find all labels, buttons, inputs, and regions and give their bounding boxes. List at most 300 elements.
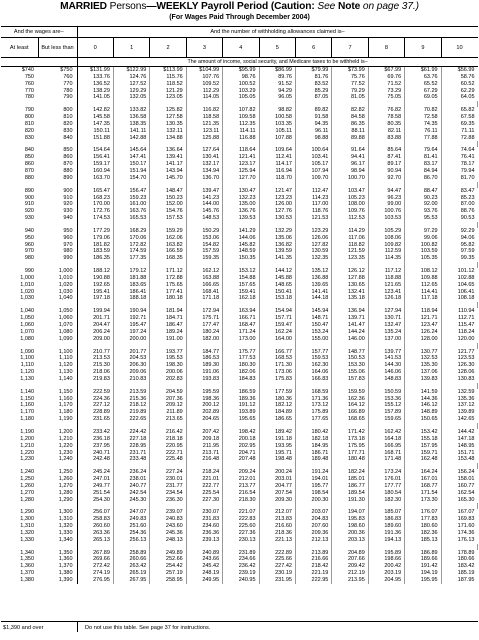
withholding-cell: 189.24: [150, 329, 186, 336]
withholding-cell: 195.95: [405, 577, 441, 584]
withholding-cell: 143.94: [150, 168, 186, 175]
withholding-cell: 180.48: [332, 456, 368, 463]
withholding-cell: 150.47: [295, 322, 331, 329]
withholding-cell: 184.71: [150, 315, 186, 322]
withholding-cell: 184.95: [295, 443, 331, 450]
withholding-cell: 148.89: [405, 409, 441, 416]
withholding-cell: 137.06: [405, 369, 441, 376]
withholding-cell: 207.66: [332, 556, 368, 563]
withholding-cell: 258.83: [77, 516, 113, 523]
withholding-cell: 148.65: [259, 282, 295, 289]
withholding-cell: $56.99: [457, 67, 475, 73]
wage-less-than: $750: [38, 67, 77, 74]
wage-at-least: 970: [24, 248, 34, 255]
withholding-cell: 132.53: [405, 355, 441, 362]
wage-less-than: 1,320: [38, 523, 77, 530]
table-row: [1, 509, 478, 516]
wage-at-least: 1,170: [20, 409, 34, 416]
withholding-cell: 135.24: [368, 329, 404, 336]
withholding-cell: 163.82: [150, 242, 186, 249]
withholding-cell: 133.82: [113, 107, 149, 114]
wage-at-least: 1,210: [20, 442, 34, 449]
withholding-cell: 213.89: [295, 550, 331, 557]
table-row: [1, 289, 478, 296]
withholding-cell: 136.94: [332, 308, 368, 315]
wage-at-least: 920: [24, 208, 34, 215]
withholding-cell: 251.60: [113, 523, 149, 530]
withholding-cell: 156.24: [457, 469, 475, 476]
withholding-cell: 151.88: [77, 135, 113, 142]
withholding-cell: 181.82: [77, 242, 113, 249]
withholding-cell: 251.54: [77, 490, 113, 497]
title-note: Note: [337, 1, 361, 12]
withholding-cell: 173.24: [368, 469, 404, 476]
withholding-cell: 154.88: [223, 275, 259, 282]
withholding-cell: 186.89: [405, 550, 441, 557]
title-married: MARRIED: [60, 1, 107, 12]
withholding-cell: 87.00: [460, 201, 475, 208]
wage-less-than: 1,290: [38, 497, 77, 504]
withholding-cell: 242.48: [77, 456, 113, 463]
wage-at-least: 1,120: [20, 369, 34, 376]
withholding-cell: 136.76: [223, 208, 259, 215]
wage-less-than: 1,280: [38, 490, 77, 497]
wage-at-least: 1,310: [20, 523, 34, 530]
withholding-cell: 257.19: [150, 570, 186, 577]
withholding-cell: 194.01: [295, 476, 331, 483]
withholding-cell: 191.36: [368, 530, 404, 537]
withholding-cell: 118.82: [332, 242, 368, 249]
withholding-cell: 135.12: [295, 268, 331, 275]
withholding-cell: 150.11: [77, 128, 113, 135]
wage-less-than: 1,330: [38, 530, 77, 537]
withholding-cell: 209.24: [223, 469, 259, 476]
withholding-cell: 146.00: [332, 336, 368, 343]
withholding-cell: 206.30: [113, 362, 149, 369]
withholding-cell: 216.42: [150, 429, 186, 436]
withholding-cell: 247.01: [77, 476, 113, 483]
withholding-cell: 174.53: [77, 215, 113, 222]
withholding-cell: 177.83: [405, 516, 441, 523]
withholding-cell: 98.88: [295, 135, 331, 142]
withholding-cell: 180.42: [295, 429, 331, 436]
wage-at-least: 1,380: [20, 577, 34, 583]
withholding-cell: 81.05: [332, 94, 368, 101]
withholding-cell: 141.47: [332, 322, 368, 329]
withholding-cell: 145.70: [150, 175, 186, 182]
withholding-cell: 168.35: [150, 255, 186, 262]
withholding-cell: 77.88: [405, 135, 441, 142]
withholding-cell: 108.12: [405, 268, 441, 275]
withholding-cell: 115.76: [150, 74, 186, 81]
withholding-cell: 186.59: [223, 389, 259, 396]
withholding-cell: 203.07: [295, 509, 331, 516]
wage-less-than: 1,390: [38, 577, 77, 584]
withholding-cell: 215.36: [113, 396, 149, 403]
withholding-cell: 157.77: [295, 349, 331, 356]
withholding-cell: 76.11: [405, 128, 441, 135]
table-row: [1, 376, 478, 383]
withholding-cell: 249.83: [113, 516, 149, 523]
withholding-cell: 213.95: [332, 577, 368, 584]
withholding-cell: 80.35: [368, 121, 404, 128]
withholding-cell: 213.59: [113, 389, 149, 396]
withholding-cell: 164.12: [332, 402, 368, 409]
withholding-cell: 219.83: [77, 376, 113, 383]
withholding-cell: 150.29: [186, 228, 222, 235]
withholding-cell: 130.35: [150, 121, 186, 128]
wage-less-than: 950: [38, 228, 77, 235]
withholding-cell: 200.36: [332, 530, 368, 537]
wage-less-than: 840: [38, 135, 77, 142]
withholding-cell: 121.77: [457, 348, 475, 355]
withholding-cell: 130.59: [295, 248, 331, 255]
withholding-cell: 153.18: [259, 295, 295, 302]
withholding-cell: 179.12: [113, 268, 149, 275]
withholding-cell: 254.42: [150, 563, 186, 570]
withholding-cell: 100.58: [259, 114, 295, 121]
withholding-cell: 171.54: [405, 490, 441, 497]
withholding-cell: 245.36: [150, 530, 186, 537]
withholding-cell: 98.94: [332, 168, 368, 175]
table-row: [1, 248, 478, 255]
withholding-cell: 177.47: [186, 322, 222, 329]
withholding-cell: 118.52: [150, 81, 186, 88]
withholding-cell: 69.76: [368, 74, 404, 81]
withholding-cell: 201.71: [77, 315, 113, 322]
withholding-cell: 76.41: [460, 154, 475, 161]
withholding-cell: 162.12: [186, 268, 222, 275]
row-block: [1, 308, 478, 342]
withholding-cell: 118.64: [223, 147, 259, 154]
withholding-cell: 267.89: [77, 550, 113, 557]
title-persons: Persons: [106, 1, 147, 12]
withholding-cell: 87.41: [368, 154, 404, 161]
wage-at-least: 1,090: [20, 348, 34, 355]
table-row: [1, 456, 478, 463]
withholding-cell: 88.11: [332, 128, 368, 135]
wage-at-least: 1,230: [20, 456, 34, 463]
wage-less-than: 1,240: [38, 456, 77, 463]
withholding-cell: 94.47: [368, 188, 404, 195]
page-title: [0, 1, 479, 12]
withholding-cell: 145.82: [223, 242, 259, 249]
withholding-cell: 125.88: [186, 135, 222, 142]
withholding-cell: 154.70: [113, 175, 149, 182]
withholding-cell: 155.18: [405, 436, 441, 443]
withholding-cell: 156.47: [113, 188, 149, 195]
allowances-header: And the number of withholding allowances claimed is–: [77, 27, 477, 38]
withholding-cell: 168.65: [332, 416, 368, 423]
withholding-cell: 121.35: [186, 121, 222, 128]
withholding-cell: 126.00: [259, 201, 295, 208]
withholding-cell: 160.94: [77, 168, 113, 175]
withholding-cell: 227.24: [150, 469, 186, 476]
withholding-cell: 77.52: [332, 81, 368, 88]
withholding-cell: 204.47: [77, 322, 113, 329]
withholding-cell: 87.05: [295, 94, 331, 101]
withholding-cell: 132.05: [113, 94, 149, 101]
withholding-cell: 195.89: [368, 550, 404, 557]
withholding-cell: 108.06: [368, 235, 404, 242]
withholding-cell: 248.19: [186, 570, 222, 577]
withholding-cell: 258.95: [150, 577, 186, 584]
withholding-cell: 168.53: [259, 355, 295, 362]
withholding-cell: 109.76: [332, 208, 368, 215]
withholding-cell: 103.53: [368, 215, 404, 222]
withholding-cell: 126.06: [295, 235, 331, 242]
withholding-cell: 172.94: [186, 308, 222, 315]
withholding-cell: 204.95: [368, 577, 404, 584]
table-row: [1, 235, 478, 242]
withholding-cell: 139.89: [457, 409, 475, 416]
withholding-cell: 100.52: [223, 81, 259, 88]
withholding-cell: 135.06: [259, 235, 295, 242]
table-row: [1, 154, 478, 161]
withholding-cell: 112.65: [405, 282, 441, 289]
table-row: [1, 175, 478, 182]
allowance-col-0: 0: [77, 38, 113, 58]
table-row: [1, 215, 478, 222]
table-row: [1, 402, 478, 409]
withholding-cell: 105.29: [368, 228, 404, 235]
withholding-cell: 225.66: [259, 556, 295, 563]
withholding-cell: 207.36: [150, 396, 186, 403]
withholding-cell: 121.53: [295, 215, 331, 222]
wage-less-than: 970: [38, 242, 77, 249]
withholding-cell: 107.76: [186, 74, 222, 81]
withholding-cell: 125.82: [150, 107, 186, 114]
withholding-cell: 112.47: [295, 188, 331, 195]
withholding-cell: 210.83: [113, 376, 149, 383]
table-row: [1, 308, 478, 315]
table-row: [1, 516, 478, 523]
withholding-cell: 148.53: [186, 215, 222, 222]
footer-note: Do not use this table. See page 37 for instructions.: [85, 625, 211, 631]
allowance-col-7: 7: [332, 38, 368, 58]
withholding-cell: 169.83: [457, 516, 475, 523]
withholding-cell: 82.82: [332, 107, 368, 114]
withholding-cell: 144.42: [457, 428, 475, 435]
withholding-cell: 150.65: [405, 416, 441, 423]
withholding-cell: 103.35: [259, 121, 295, 128]
withholding-cell: 91.58: [295, 114, 331, 121]
table-row: [1, 81, 478, 88]
withholding-cell: 130.65: [332, 282, 368, 289]
table-row: [1, 88, 478, 95]
withholding-cell: 189.48: [295, 456, 331, 463]
wage-less-than: 1,210: [38, 436, 77, 443]
row-block: [1, 147, 478, 181]
withholding-cell: 137.00: [368, 336, 404, 343]
withholding-cell: 182.24: [332, 469, 368, 476]
withholding-cell: 228.95: [113, 443, 149, 450]
withholding-cell: 209.42: [332, 563, 368, 570]
withholding-cell: 197.18: [77, 295, 113, 302]
withholding-cell: 170.00: [77, 201, 113, 208]
withholding-cell: 249.95: [186, 577, 222, 584]
withholding-cell: 139.77: [368, 349, 404, 356]
withholding-cell: 222.89: [259, 550, 295, 557]
wage-at-least: 1,040: [20, 308, 34, 315]
withholding-cell: 220.95: [150, 443, 186, 450]
withholding-cell: 231.95: [259, 577, 295, 584]
table-row: [1, 556, 478, 563]
withholding-cell: 132.29: [259, 228, 295, 235]
withholding-cell: 203.13: [332, 537, 368, 544]
withholding-cell: 175.83: [259, 376, 295, 383]
withholding-cell: 168.47: [223, 322, 259, 329]
withholding-cell: 213.77: [223, 483, 259, 490]
withholding-cell: 236.18: [77, 436, 113, 443]
withholding-cell: 276.95: [77, 577, 113, 584]
withholding-cell: 191.00: [150, 336, 186, 343]
withholding-cell: 177.29: [77, 228, 113, 235]
wage-at-least: 1,100: [20, 355, 34, 362]
withholding-cell: 245.30: [113, 497, 149, 504]
withholding-cell: $67.99: [368, 67, 404, 74]
withholding-cell: 186.77: [332, 483, 368, 490]
withholding-cell: 90.23: [405, 195, 441, 202]
wage-less-than: 1,190: [38, 416, 77, 423]
withholding-cell: 144.06: [223, 235, 259, 242]
title-page-ref: on page 37.): [360, 1, 419, 12]
withholding-cell: 58.76: [460, 73, 475, 80]
withholding-cell: 127.58: [150, 114, 186, 121]
withholding-cell: 195.77: [295, 483, 331, 490]
withholding-cell: 85.64: [368, 147, 404, 154]
table-row: [1, 336, 478, 343]
table-row: [1, 282, 478, 289]
withholding-cell: 63.76: [405, 74, 441, 81]
wage-at-least: 820: [24, 127, 34, 134]
withholding-cell: 189.30: [186, 362, 222, 369]
wage-less-than: 980: [38, 248, 77, 255]
withholding-cell: 79.94: [460, 167, 475, 174]
table-row: [1, 416, 478, 423]
withholding-cell: $104.99: [186, 67, 222, 74]
withholding-cell: 247.07: [113, 509, 149, 516]
withholding-cell: 99.00: [368, 201, 404, 208]
withholding-cell: 201.77: [113, 349, 149, 356]
wage-at-least: 950: [24, 234, 34, 241]
withholding-cell: 151.71: [457, 449, 475, 456]
row-block: [1, 228, 478, 262]
withholding-cell: 136.58: [113, 114, 149, 121]
withholding-cell: 200.12: [186, 402, 222, 409]
withholding-cell: 203.01: [259, 476, 295, 483]
withholding-cell: 60.52: [460, 80, 475, 87]
withholding-cell: 130.71: [368, 315, 404, 322]
withholding-cell: 114.35: [368, 255, 404, 262]
withholding-cell: 195.59: [186, 389, 222, 396]
wage-at-least: 1,240: [20, 469, 34, 476]
withholding-cell: 94.29: [259, 88, 295, 95]
wage-less-than: 800: [38, 107, 77, 114]
row-block: [1, 188, 478, 222]
withholding-cell: 171.60: [457, 523, 475, 530]
withholding-cell: 164.24: [405, 469, 441, 476]
wage-at-least: 1,080: [20, 335, 34, 342]
withholding-cell: 222.65: [113, 416, 149, 423]
withholding-cell: 145.64: [113, 147, 149, 154]
withholding-cell: 186.35: [77, 255, 113, 262]
withholding-cell: 157.83: [332, 376, 368, 383]
withholding-cell: 153.06: [186, 235, 222, 242]
withholding-cell: 118.24: [458, 328, 475, 335]
withholding-cell: 67.58: [460, 114, 475, 121]
withholding-cell: 145.94: [295, 308, 331, 315]
withholding-cell: 172.88: [150, 275, 186, 282]
withholding-cell: 157.71: [259, 315, 295, 322]
wage-at-least: 760: [24, 80, 34, 87]
withholding-cell: 218.06: [77, 369, 113, 376]
withholding-cell: 243.66: [186, 556, 222, 563]
withholding-cell: 100.76: [368, 208, 404, 215]
withholding-cell: $86.99: [259, 67, 295, 74]
page-subtitle: (For Wages Paid Through December 2004): [169, 14, 310, 21]
allowance-col-6: 6: [295, 38, 331, 58]
wage-at-least: 930: [24, 215, 34, 222]
withholding-cell: 99.35: [460, 255, 475, 262]
withholding-cell: 198.48: [259, 456, 295, 463]
withholding-cell: 227.30: [186, 497, 222, 504]
wages-header: And the wages are–: [1, 27, 77, 38]
table-row: [1, 121, 478, 128]
wage-less-than: 1,020: [38, 282, 77, 289]
withholding-cell: 89.82: [295, 107, 331, 114]
withholding-cell: 166.95: [368, 443, 404, 450]
withholding-cell: 185.13: [405, 537, 441, 544]
withholding-cell: 153.24: [295, 329, 331, 336]
withholding-cell: 198.66: [368, 556, 404, 563]
withholding-cell: 184.83: [223, 376, 259, 383]
withholding-cell: 194.07: [332, 509, 368, 516]
withholding-cell: 86.35: [332, 121, 368, 128]
withholding-cell: 178.89: [457, 549, 475, 556]
row-block: [1, 469, 478, 503]
wage-at-least: 780: [24, 94, 34, 101]
wage-at-least: 830: [24, 134, 34, 141]
withholding-cell: 107.82: [223, 107, 259, 114]
withholding-cell: 148.83: [368, 376, 404, 383]
withholding-cell: 112.53: [332, 215, 368, 222]
withholding-cell: 200.42: [368, 563, 404, 570]
withholding-cell: 148.59: [223, 248, 259, 255]
withholding-cell: 204.53: [113, 355, 149, 362]
row-block: [1, 509, 478, 543]
wage-at-least: 800: [24, 114, 34, 121]
withholding-cell: 142.65: [457, 416, 475, 423]
withholding-cell: 150.41: [259, 289, 295, 296]
wage-at-least: 1,280: [20, 496, 34, 503]
withholding-cell: 130.53: [259, 215, 295, 222]
table-row: [1, 201, 478, 208]
withholding-cell: 136.82: [259, 242, 295, 249]
table-row: [1, 389, 478, 396]
withholding-cell: 182.30: [368, 497, 404, 504]
withholding-cell: 180.18: [150, 295, 186, 302]
withholding-cell: 83.52: [295, 81, 331, 88]
table-row: [1, 161, 478, 168]
withholding-cell: 221.01: [186, 476, 222, 483]
table-footer: [1, 621, 478, 632]
withholding-cell: 163.76: [113, 208, 149, 215]
withholding-cell: 260.60: [77, 523, 113, 530]
wage-at-least: 990: [24, 268, 34, 275]
withholding-cell: 175.89: [295, 409, 331, 416]
withholding-cell: 154.94: [259, 308, 295, 315]
